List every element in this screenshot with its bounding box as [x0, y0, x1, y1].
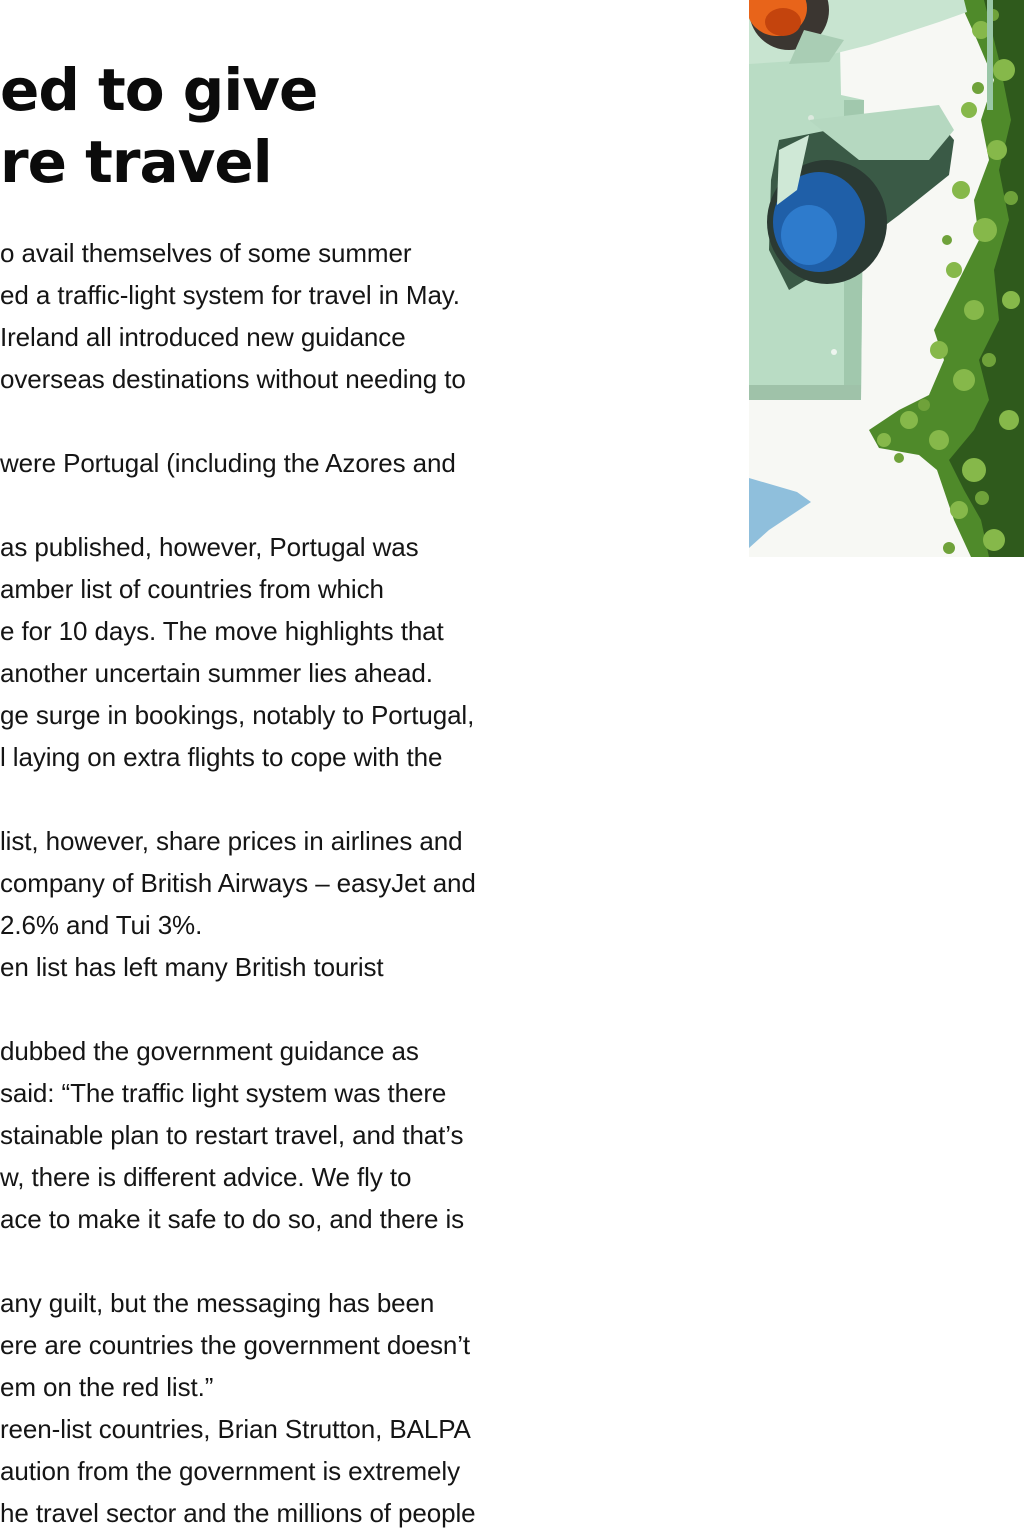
body-line: aution from the government is extremely: [0, 1456, 460, 1486]
body-line: ge surge in bookings, notably to Portugal,: [0, 700, 475, 730]
body-line: em on the red list.”: [0, 1372, 214, 1402]
body-line: ace to make it safe to do so, and there is: [0, 1204, 465, 1234]
body-line: [0, 400, 748, 442]
headline-line: ed to give: [0, 56, 318, 124]
body-line: l laying on extra flights to cope with the: [0, 742, 443, 772]
body-line: [0, 1240, 748, 1282]
body-line: he travel sector and the millions of people: [0, 1498, 476, 1528]
body-line: Ireland all introduced new guidance: [0, 322, 406, 352]
headline-line: re travel: [0, 128, 272, 196]
body-line: e for 10 days. The move highlights that: [0, 616, 444, 646]
body-line: another uncertain summer lies ahead.: [0, 658, 433, 688]
body-line: amber list of countries from which: [0, 574, 384, 604]
body-line: were Portugal (including the Azores and: [0, 448, 456, 478]
body-line: reen-list countries, Brian Strutton, BALPA: [0, 1414, 471, 1444]
body-line: company of British Airways – easyJet and: [0, 868, 476, 898]
traffic-light-image: [749, 0, 1024, 557]
body-line: [0, 778, 748, 820]
body-line: list, however, share prices in airlines and: [0, 826, 463, 856]
body-line: [0, 484, 748, 526]
body-line: [0, 988, 748, 1030]
traffic-light-photo: [749, 0, 1024, 557]
body-line: dubbed the government guidance as: [0, 1036, 419, 1066]
body-line: en list has left many British tourist: [0, 952, 384, 982]
article-body: [0, 232, 748, 1534]
pole: [987, 0, 993, 110]
body-line: ere are countries the government doesn’t: [0, 1330, 471, 1360]
body-line: as published, however, Portugal was: [0, 532, 419, 562]
body-line: o avail themselves of some summer: [0, 238, 412, 268]
body-line: overseas destinations without needing to: [0, 364, 466, 394]
body-line: said: “The traffic light system was there: [0, 1078, 447, 1108]
body-line: any guilt, but the messaging has been: [0, 1288, 435, 1318]
article-headline: [0, 54, 748, 198]
body-line: ed a traffic-light system for travel in May.: [0, 280, 460, 310]
body-line: stainable plan to restart travel, and that’s: [0, 1120, 464, 1150]
body-line: w, there is different advice. We fly to: [0, 1162, 412, 1192]
body-line: 2.6% and Tui 3%.: [0, 910, 203, 940]
